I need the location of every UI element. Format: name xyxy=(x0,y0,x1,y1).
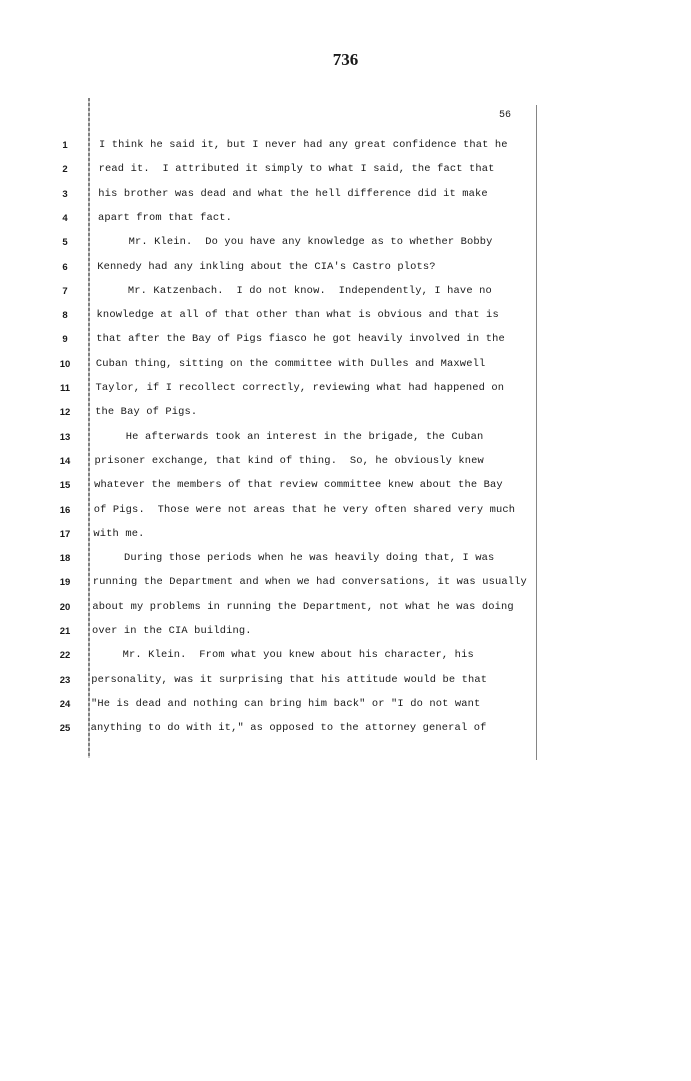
line-number: 4 xyxy=(62,212,68,224)
line-number: 22 xyxy=(59,650,71,662)
transcript-line: prisoner exchange, that kind of thing. So, he obviously knew xyxy=(94,454,484,467)
line-number: 19 xyxy=(59,577,71,589)
line-number: 18 xyxy=(59,553,71,565)
transcript-line: Taylor, if I recollect correctly, reviewing what had happened on xyxy=(95,382,505,394)
line-number: 1 xyxy=(62,140,68,151)
line-number: 10 xyxy=(59,358,71,370)
transcript-line: the Bay of Pigs. xyxy=(95,406,198,419)
transcript-line: whatever the members of that review committee knew about the Bay xyxy=(94,479,503,492)
line-number: 5 xyxy=(62,237,68,249)
page-number: 736 xyxy=(332,50,359,69)
line-number: 12 xyxy=(59,407,71,419)
line-number: 7 xyxy=(62,285,68,297)
transcript-line: I think he said it, but I never had any great confidence that he xyxy=(99,139,508,151)
line-number: 21 xyxy=(59,626,71,637)
line-number: 25 xyxy=(59,723,71,735)
right-margin-rule xyxy=(536,105,537,760)
transcript-line: Kennedy had any inkling about the CIA's Castro plots? xyxy=(97,260,436,273)
transcript-line: over in the CIA building. xyxy=(92,625,252,637)
line-number: 14 xyxy=(59,455,71,467)
transcript-line: running the Department and when we had conversations, it was usually xyxy=(92,576,527,589)
transcript-line: Mr. Katzenbach. I do not know. Independently, I have no xyxy=(127,284,492,297)
line-number: 6 xyxy=(62,261,68,273)
line-number: 16 xyxy=(59,504,71,516)
transcript-line: During those periods when he was heavily doing that, I was xyxy=(124,552,495,565)
line-number: 24 xyxy=(59,698,71,710)
transcript-line: knowledge at all of that other than what is obvious and that is xyxy=(96,309,499,322)
line-number: 23 xyxy=(59,674,71,686)
line-number: 11 xyxy=(59,383,71,394)
transcript-line: apart from that fact. xyxy=(97,211,233,224)
transcript-line: of Pigs. Those were not areas that he very often shared very much xyxy=(93,503,516,516)
line-number: 3 xyxy=(62,188,68,200)
line-number: 9 xyxy=(62,334,68,346)
transcript-line: with me. xyxy=(93,527,145,540)
line-number: 20 xyxy=(59,601,71,613)
left-margin-rule xyxy=(88,98,90,758)
transcript-line: Cuban thing, sitting on the committee with Dulles and Maxwell xyxy=(95,357,486,370)
line-number: 13 xyxy=(59,431,71,443)
transcript-line: his brother was dead and what the hell difference did it make xyxy=(98,187,488,200)
sheet-number: 56 xyxy=(498,110,511,121)
transcript-line: that after the Bay of Pigs fiasco he got heavily involved in the xyxy=(96,333,505,346)
transcript-line: anything to do with it," as opposed to the attorney general of xyxy=(90,722,487,735)
line-number: 15 xyxy=(59,480,71,492)
line-number: 17 xyxy=(59,528,71,540)
transcript-line: Mr. Klein. From what you knew about his character, his xyxy=(122,649,474,662)
transcript-line: He afterwards took an interest in the brigade, the Cuban xyxy=(125,430,484,443)
transcript-line: Mr. Klein. Do you have any knowledge as to whether Bobby xyxy=(128,236,493,249)
line-number: 2 xyxy=(62,164,68,176)
transcript-line: "He is dead and nothing can bring him back" or "I do not want xyxy=(90,697,481,710)
transcript-line: about my problems in running the Department, not what he was doing xyxy=(92,600,514,613)
transcript-line: personality, was it surprising that his attitude would be that xyxy=(91,673,488,686)
transcript-line: read it. I attributed it simply to what I said, the fact that xyxy=(98,163,495,176)
line-number: 8 xyxy=(62,310,68,322)
